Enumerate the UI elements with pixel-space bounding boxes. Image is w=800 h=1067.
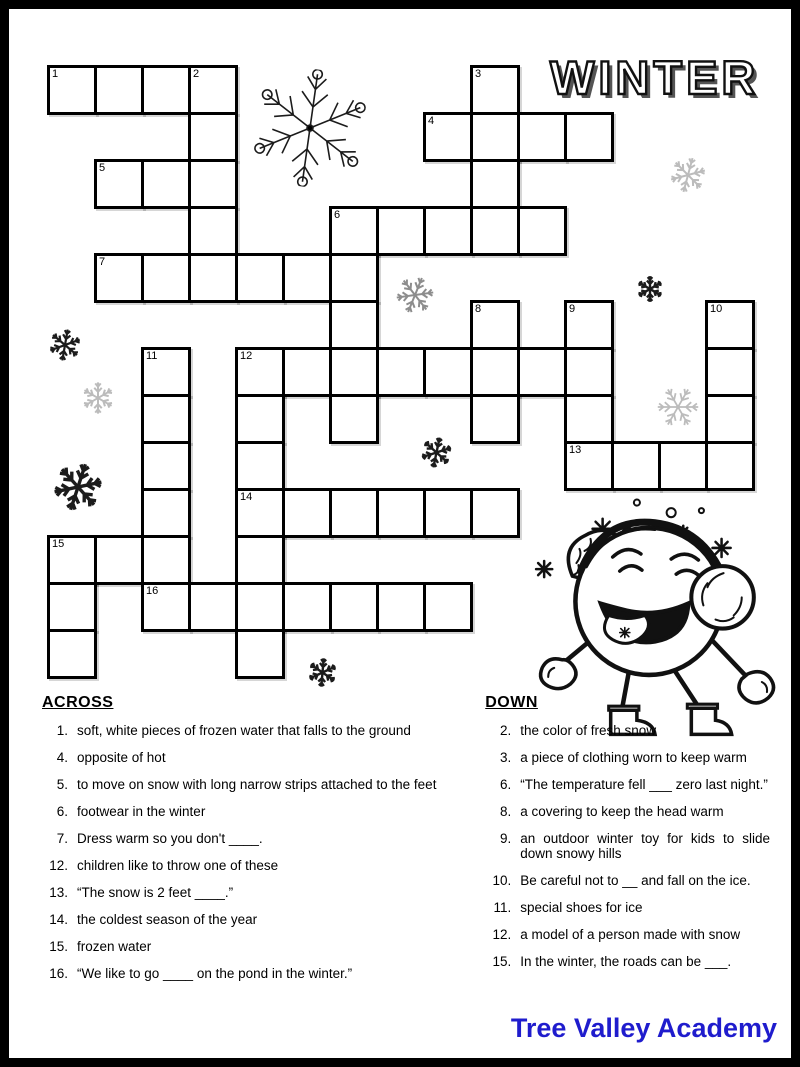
clue-text: an outdoor winter toy for kids to slide down snowy hills — [520, 831, 770, 861]
clue-item-across-12 — [40, 858, 440, 873]
grid-cell[interactable] — [376, 347, 426, 397]
clue-item-across-5 — [40, 777, 440, 792]
snowflake-icon — [636, 275, 664, 303]
grid-cell[interactable] — [188, 65, 238, 115]
cell-clue-number: 4 — [428, 115, 435, 127]
grid-cell[interactable] — [282, 253, 332, 303]
cell-clue-number: 12 — [240, 350, 253, 362]
cell-clue-number: 10 — [710, 303, 723, 315]
snowflake-icon — [45, 325, 84, 364]
clues-section — [40, 694, 770, 993]
grid-cell[interactable] — [141, 394, 191, 444]
grid-cell[interactable] — [611, 441, 661, 491]
cell-clue-number: 2 — [193, 68, 200, 80]
clue-text: a piece of clothing worn to keep warm — [520, 750, 747, 765]
grid-cell[interactable] — [141, 159, 191, 209]
grid-cell[interactable] — [705, 300, 755, 350]
grid-cell[interactable] — [564, 300, 614, 350]
page-title: WINTER — [550, 51, 760, 104]
across-heading: ACROSS — [42, 694, 114, 711]
brand-footer: Tree Valley Academy — [510, 1013, 777, 1043]
grid-cell[interactable] — [470, 159, 520, 209]
grid-cell[interactable] — [235, 488, 285, 538]
grid-cell[interactable] — [94, 535, 144, 585]
grid-cell[interactable] — [94, 159, 144, 209]
clue-text: the coldest season of the year — [77, 912, 258, 927]
grid-cell[interactable] — [47, 65, 97, 115]
clue-number: 13. — [49, 885, 68, 900]
down-list — [483, 723, 770, 969]
clue-number: 11. — [493, 900, 512, 915]
clue-number: 16. — [49, 966, 68, 981]
grid-cell[interactable] — [329, 253, 379, 303]
grid-cell[interactable] — [47, 535, 97, 585]
grid-cell[interactable] — [423, 582, 473, 632]
cell-clue-number: 11 — [146, 350, 158, 362]
clue-text: opposite of hot — [77, 750, 166, 765]
grid-cell[interactable] — [564, 347, 614, 397]
grid-cell[interactable] — [705, 347, 755, 397]
clue-number: 9. — [499, 831, 512, 846]
clue-item-across-6 — [40, 804, 440, 819]
grid-cell[interactable] — [188, 253, 238, 303]
grid-cell[interactable] — [329, 206, 379, 256]
across-list — [40, 723, 440, 981]
grid-cell[interactable] — [235, 582, 285, 632]
grid-cell[interactable] — [141, 582, 191, 632]
snowflake-icon — [305, 655, 339, 689]
cell-clue-number: 9 — [569, 303, 576, 315]
clue-text: footwear in the winter — [77, 804, 206, 819]
grid-cell[interactable] — [141, 347, 191, 397]
clue-item-across-15 — [40, 939, 440, 954]
grid-cell[interactable] — [376, 206, 426, 256]
clue-text: children like to throw one of these — [77, 858, 279, 873]
clue-number: 4. — [56, 750, 68, 765]
grid-cell[interactable] — [376, 488, 426, 538]
grid-cell[interactable] — [470, 300, 520, 350]
grid-cell[interactable] — [141, 535, 191, 585]
snowflake-icon — [81, 381, 115, 415]
grid-cell[interactable] — [282, 488, 332, 538]
grid-cell[interactable] — [517, 206, 567, 256]
grid-cell[interactable] — [423, 206, 473, 256]
grid-cell[interactable] — [470, 65, 520, 115]
grid-cell[interactable] — [376, 582, 426, 632]
grid-cell[interactable] — [47, 582, 97, 632]
clue-item-down-12 — [483, 927, 770, 942]
down-heading: DOWN — [485, 694, 538, 711]
grid-cell[interactable] — [47, 629, 97, 679]
clue-text: “The snow is 2 feet ____.” — [77, 885, 234, 900]
clue-item-across-13 — [40, 885, 440, 900]
clue-item-down-6 — [483, 777, 770, 792]
grid-cell[interactable] — [94, 253, 144, 303]
clue-number: 15. — [49, 939, 68, 954]
cell-clue-number: 5 — [99, 162, 106, 174]
clue-item-down-8 — [483, 804, 770, 819]
clue-number: 2. — [499, 723, 512, 738]
clue-number: 6. — [56, 804, 68, 819]
cell-clue-number: 7 — [99, 256, 106, 268]
grid-cell[interactable] — [329, 347, 379, 397]
grid-cell[interactable] — [235, 347, 285, 397]
grid-cell[interactable] — [423, 347, 473, 397]
grid-cell[interactable] — [94, 65, 144, 115]
cell-clue-number: 16 — [146, 585, 159, 597]
across-column — [40, 694, 440, 993]
clue-item-down-2 — [483, 723, 770, 738]
grid-cell[interactable] — [329, 582, 379, 632]
grid-cell[interactable] — [188, 206, 238, 256]
clue-number: 14. — [49, 912, 68, 927]
cell-clue-number: 15 — [52, 538, 65, 550]
grid-cell[interactable] — [188, 159, 238, 209]
clue-text: “We like to go ____ on the pond in the winter.” — [77, 966, 353, 981]
grid-cell[interactable] — [470, 488, 520, 538]
grid-cell[interactable] — [235, 441, 285, 491]
clue-number: 12. — [49, 858, 68, 873]
clue-text: Be careful not to __ and fall on the ice. — [520, 873, 751, 888]
snowflake-icon — [416, 432, 455, 471]
clue-item-across-1 — [40, 723, 440, 738]
clue-item-across-7 — [40, 831, 440, 846]
clue-item-down-9 — [483, 831, 770, 861]
grid-cell[interactable] — [235, 629, 285, 679]
grid-cell[interactable] — [141, 488, 191, 538]
grid-cell[interactable] — [705, 441, 755, 491]
clue-number: 1. — [56, 723, 68, 738]
clue-item-across-16 — [40, 966, 440, 981]
grid-cell[interactable] — [235, 253, 285, 303]
clue-text: to move on snow with long narrow strips attached to the feet — [77, 777, 437, 792]
grid-cell[interactable] — [235, 394, 285, 444]
grid-cell[interactable] — [329, 394, 379, 444]
clue-number: 7. — [56, 831, 68, 846]
grid-cell[interactable] — [188, 112, 238, 162]
clue-number: 6. — [499, 777, 512, 792]
clue-item-across-4 — [40, 750, 440, 765]
cell-clue-number: 13 — [569, 444, 582, 456]
grid-cell[interactable] — [564, 112, 614, 162]
clue-number: 8. — [499, 804, 512, 819]
cell-clue-number: 8 — [475, 303, 482, 315]
grid-cell[interactable] — [423, 112, 473, 162]
clue-text: “The temperature fell ___ zero last night.” — [520, 777, 768, 792]
grid-cell[interactable] — [658, 441, 708, 491]
clue-item-down-11 — [483, 900, 770, 915]
clue-item-down-10 — [483, 873, 770, 888]
clue-text: Dress warm so you don't ____. — [77, 831, 263, 846]
clue-text: In the winter, the roads can be ___. — [520, 954, 732, 969]
grid-cell[interactable] — [564, 394, 614, 444]
grid-cell[interactable] — [141, 253, 191, 303]
clue-item-down-15 — [483, 954, 770, 969]
clue-item-across-14 — [40, 912, 440, 927]
grid-cell[interactable] — [470, 206, 520, 256]
snowflake-icon — [45, 454, 111, 520]
snowflake-icon — [389, 269, 441, 321]
clue-text: special shoes for ice — [520, 900, 643, 915]
grid-cell[interactable] — [517, 112, 567, 162]
grid-cell[interactable] — [470, 394, 520, 444]
clue-number: 5. — [56, 777, 68, 792]
grid-cell[interactable] — [329, 488, 379, 538]
grid-cell[interactable] — [517, 347, 567, 397]
clue-text: a covering to keep the head warm — [520, 804, 724, 819]
grid-cell[interactable] — [423, 488, 473, 538]
cell-clue-number: 6 — [334, 209, 341, 221]
grid-cell[interactable] — [282, 347, 332, 397]
cell-clue-number: 3 — [475, 68, 482, 80]
grid-cell[interactable] — [470, 347, 520, 397]
clue-number: 10. — [492, 873, 512, 888]
clue-number: 12. — [492, 927, 512, 942]
cell-clue-number: 14 — [240, 491, 253, 503]
grid-cell[interactable] — [329, 300, 379, 350]
grid-cell[interactable] — [141, 441, 191, 491]
clue-number: 15. — [492, 954, 512, 969]
grid-cell[interactable] — [470, 112, 520, 162]
cell-clue-number: 1 — [52, 68, 59, 80]
snowflake-icon — [665, 152, 712, 199]
grid-cell[interactable] — [141, 65, 191, 115]
clue-text: soft, white pieces of frozen water that falls to the ground — [77, 723, 411, 738]
down-column — [483, 694, 770, 993]
clue-text: frozen water — [77, 939, 152, 954]
grid-cell[interactable] — [282, 582, 332, 632]
clue-text: the color of fresh snow — [520, 723, 657, 738]
clue-text: a model of a person made with snow — [520, 927, 741, 942]
snowflake-icon — [648, 377, 708, 437]
grid-cell[interactable] — [235, 535, 285, 585]
grid-cell[interactable] — [188, 582, 238, 632]
clue-item-down-3 — [483, 750, 770, 765]
grid-cell[interactable] — [564, 441, 614, 491]
snowflake-icon — [243, 61, 376, 194]
clue-number: 3. — [499, 750, 512, 765]
grid-cell[interactable] — [705, 394, 755, 444]
